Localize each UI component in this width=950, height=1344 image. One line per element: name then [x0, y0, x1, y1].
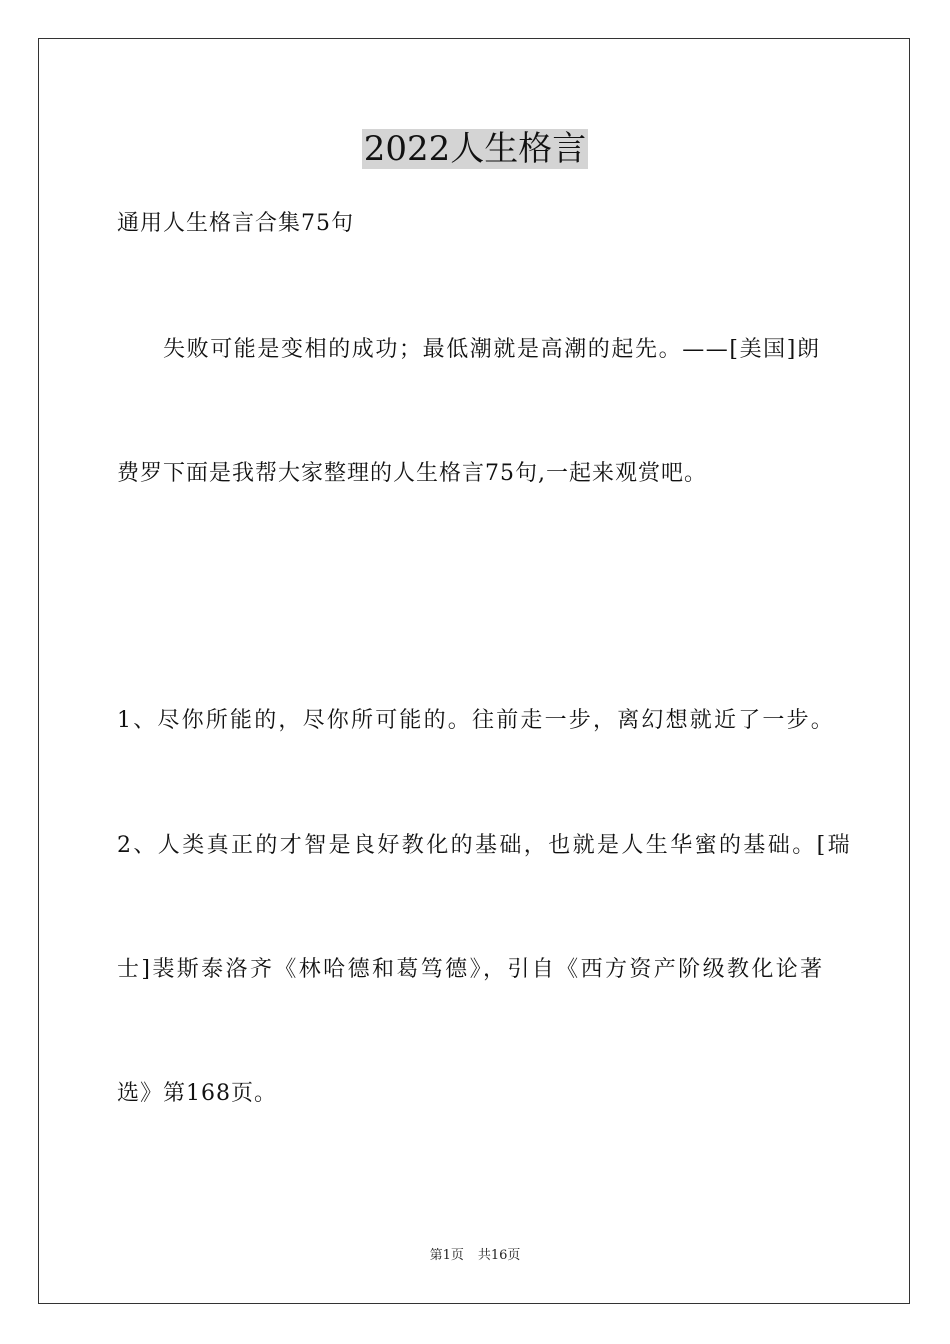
quote-item-2-line-3: 选》第168页。 — [117, 1081, 277, 1106]
quote-item-1: 1、尽你所能的，尽你所可能的。往前走一步，离幻想就近了一步。 — [117, 708, 835, 733]
quote-item-2-line-1: 2、人类真正的才智是良好教化的基础，也就是人生华蜜的基础。[瑞 — [117, 833, 852, 858]
document-subtitle: 通用人生格言合集75句 — [117, 211, 354, 236]
document-title-text: 2022人生格言 — [363, 129, 587, 169]
quote-item-2-line-2: 士]裴斯泰洛齐《林哈德和葛笃德》，引自《西方资产阶级教化论著 — [117, 957, 825, 982]
document-title — [0, 126, 950, 172]
intro-paragraph-line-2: 费罗下面是我帮大家整理的人生格言75句,一起来观赏吧。 — [117, 461, 707, 486]
page-number-total: 共16页 — [477, 1248, 521, 1263]
page-footer — [0, 1247, 950, 1265]
page-number-current: 第1页 — [429, 1248, 464, 1263]
intro-paragraph-line-1: 失败可能是变相的成功；最低潮就是高潮的起先。——[美国]朗 — [163, 337, 821, 362]
